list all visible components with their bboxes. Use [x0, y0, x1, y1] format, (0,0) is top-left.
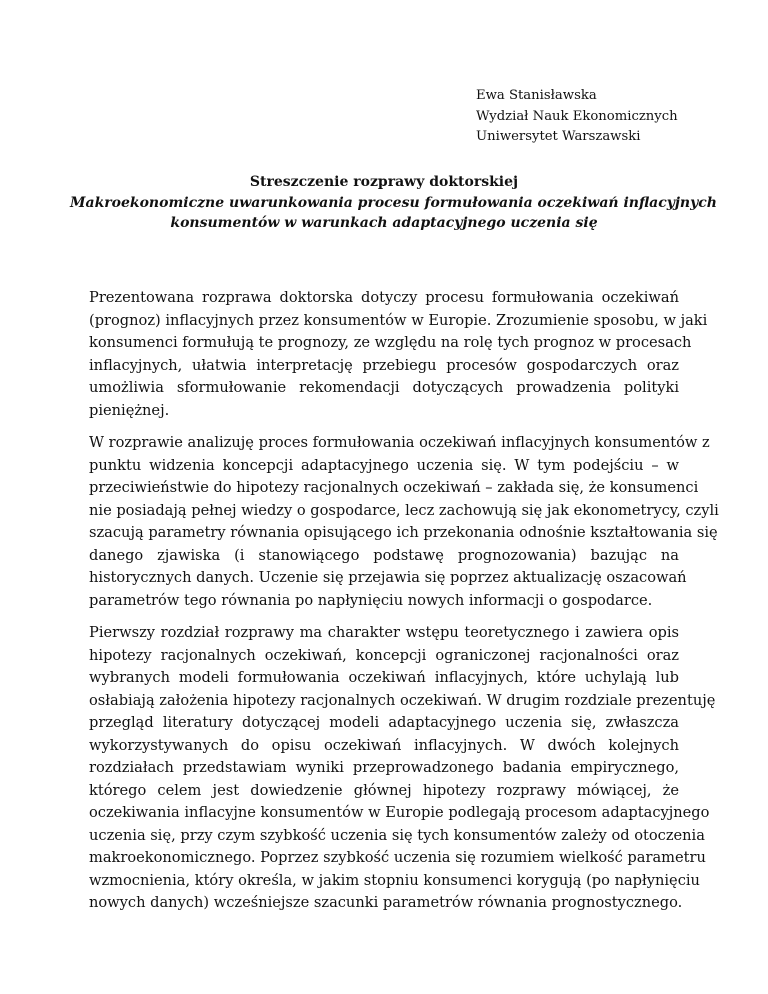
- text-line: Prezentowana rozprawa doktorska dotyczy procesu formułowania oczekiwań: [89, 289, 679, 306]
- paragraph-1: [89, 287, 708, 422]
- author-university: Uniwersytet Warszawski: [476, 129, 641, 144]
- text-line: (prognoz) inflacyjnych przez konsumentów w Europie. Zrozumienie sposobu, w jaki: [89, 311, 708, 329]
- text-line: przegląd literatury dotyczącej modeli adaptacyjnego uczenia się, zwłaszcza: [89, 714, 679, 731]
- text-line: pieniężnej.: [89, 401, 170, 419]
- text-line: W rozprawie analizuję proces formułowania oczekiwań inflacyjnych konsumentów z: [89, 434, 710, 451]
- text-line: wykorzystywanych do opisu oczekiwań inflacyjnych. W dwóch kolejnych: [89, 736, 679, 754]
- text-line: wybranych modeli formułowania oczekiwań inflacyjnych, które uchylają lub: [89, 669, 679, 686]
- author-name: Ewa Stanisławska: [476, 88, 597, 103]
- text-line: osłabiają założenia hipotezy racjonalnych oczekiwań. W drugim rozdziale prezentuję: [89, 691, 716, 709]
- text-line: punktu widzenia koncepcji adaptacyjnego uczenia się. W tym podejściu – w: [89, 456, 679, 474]
- text-line: danego zjawiska (i stanowiącego podstawę prognozowania) bazując na: [89, 546, 679, 564]
- thesis-title-line: Makroekonomiczne uwarunkowania procesu formułowania oczekiwań inflacyjnych: [70, 194, 717, 211]
- title-block: [70, 172, 717, 234]
- text-line: historycznych danych. Uczenie się przejawia się poprzez aktualizację oszacowań: [89, 569, 687, 586]
- text-line: parametrów tego równania po napłynięciu nowych informacji o gospodarce.: [89, 591, 653, 609]
- author-faculty: Wydział Nauk Ekonomicznych: [476, 108, 678, 124]
- text-line: wzmocnienia, który określa, w jakim stopniu konsumenci korygują (po napłynięciu: [89, 871, 700, 889]
- paragraph-2: [89, 432, 719, 612]
- text-line: szacują parametry równania opisującego ich przekonania odnośnie kształtowania się: [89, 524, 718, 541]
- text-line: oczekiwania inflacyjne konsumentów w Europie podlegają procesom adaptacyjnego: [89, 804, 710, 821]
- text-line: nie posiadają pełnej wiedzy o gospodarce, lecz zachowują się jak ekonometrycy, czyli: [89, 501, 719, 519]
- abstract-body: [89, 287, 719, 925]
- text-line: konsumenci formułują te prognozy, ze względu na rolę tych prognoz w procesach: [89, 334, 692, 351]
- text-line: hipotezy racjonalnych oczekiwań, koncepcji ograniczonej racjonalności oraz: [89, 646, 679, 664]
- text-line: nowych danych) wcześniejsze szacunki parametrów równania prognostycznego.: [89, 894, 683, 911]
- text-line: przeciwieństwie do hipotezy racjonalnych oczekiwań – zakłada się, że konsumenci: [89, 479, 699, 496]
- paragraph-3: [89, 622, 716, 915]
- document-heading: Streszczenie rozprawy doktorskiej: [249, 174, 519, 190]
- author-block: [476, 86, 678, 148]
- text-line: Pierwszy rozdział rozprawy ma charakter wstępu teoretycznego i zawiera opis: [89, 624, 679, 641]
- text-line: makroekonomicznego. Poprzez szybkość uczenia się rozumiem wielkość parametru: [89, 849, 706, 866]
- text-line: rozdziałach przedstawiam wyniki przeprowadzonego badania empirycznego,: [89, 759, 679, 776]
- thesis-title-line: konsumentów w warunkach adaptacyjnego uczenia się: [170, 215, 598, 231]
- text-line: którego celem jest dowiedzenie głównej hipotezy rozprawy mówiącej, że: [89, 781, 679, 799]
- text-line: uczenia się, przy czym szybkość uczenia się tych konsumentów zależy od otoczenia: [89, 826, 705, 844]
- text-line: umożliwia sformułowanie rekomendacji dotyczących prowadzenia polityki: [89, 379, 679, 396]
- text-line: inflacyjnych, ułatwia interpretację przebiegu procesów gospodarczych oraz: [89, 356, 679, 374]
